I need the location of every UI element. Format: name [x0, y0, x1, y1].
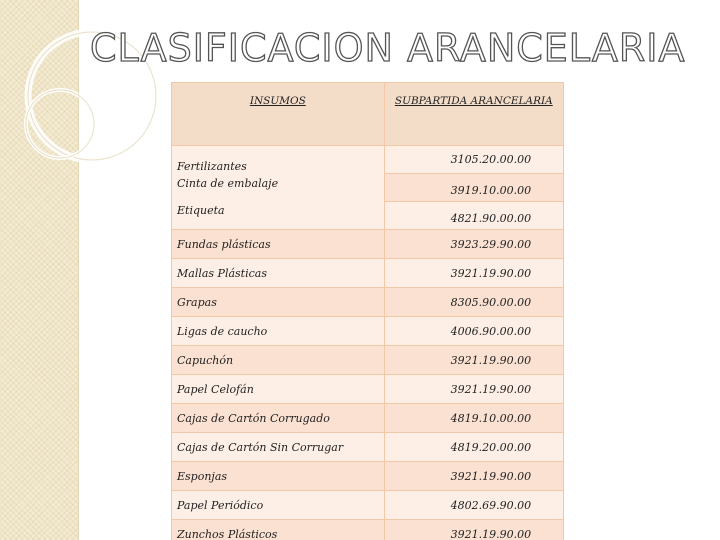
- table-row: [172, 462, 564, 491]
- insumo-cell: Esponjas: [172, 462, 385, 491]
- table-row: [172, 288, 564, 317]
- decorative-side-strip: [0, 0, 79, 540]
- insumo-cell: Cajas de Cartón Sin Corrugar: [172, 433, 385, 462]
- insumo-fertilizantes: Fertilizantes: [177, 160, 247, 173]
- merged-insumos-cell: [172, 146, 385, 230]
- insumo-cell: Fundas plásticas: [172, 230, 385, 259]
- table-row: [172, 317, 564, 346]
- codigo-cell: 4821.90.00.00: [384, 202, 563, 230]
- page-title: CLASIFICACION ARANCELARIA: [90, 26, 686, 70]
- tariff-classification-table: [171, 82, 564, 540]
- codigo-cell: 3105.20.00.00: [384, 146, 563, 174]
- insumo-cell: Capuchón: [172, 346, 385, 375]
- insumo-cell: Ligas de caucho: [172, 317, 385, 346]
- codigo-cell: 4819.20.00.00: [384, 433, 563, 462]
- table-row: [172, 375, 564, 404]
- insumo-cinta-embalaje: Cinta de embalaje: [177, 177, 279, 190]
- insumo-etiqueta: Etiqueta: [177, 204, 225, 217]
- codigo-cell: 3921.19.90.00: [384, 375, 563, 404]
- codigo-cell: 4802.69.90.00: [384, 491, 563, 520]
- table-body: [172, 83, 564, 540]
- insumo-cell: Grapas: [172, 288, 385, 317]
- codigo-cell: 3921.19.90.00: [384, 259, 563, 288]
- table-row: [172, 346, 564, 375]
- insumo-cell: Zunchos Plásticos: [172, 520, 385, 540]
- insumo-cell: Papel Periódico: [172, 491, 385, 520]
- insumo-cell: Papel Celofán: [172, 375, 385, 404]
- codigo-cell: 8305.90.00.00: [384, 288, 563, 317]
- codigo-cell: 4006.90.00.00: [384, 317, 563, 346]
- codigo-cell: 4819.10.00.00: [384, 404, 563, 433]
- codigo-cell: 3921.19.90.00: [384, 346, 563, 375]
- table-row: [172, 404, 564, 433]
- header-insumos: INSUMOS: [172, 83, 385, 146]
- table-row: [172, 491, 564, 520]
- table-row: [172, 230, 564, 259]
- codigo-cell: 3921.19.90.00: [384, 520, 563, 540]
- codigo-cell: 3921.19.90.00: [384, 462, 563, 491]
- codigo-cell: 3919.10.00.00: [384, 174, 563, 202]
- insumo-cell: Mallas Plásticas: [172, 259, 385, 288]
- table-row: [172, 259, 564, 288]
- table-row: [172, 520, 564, 540]
- header-subpartida: SUBPARTIDA ARANCELARIA: [384, 83, 563, 146]
- codigo-cell: 3923.29.90.00: [384, 230, 563, 259]
- insumo-cell: Cajas de Cartón Corrugado: [172, 404, 385, 433]
- table-header-row: [172, 83, 564, 146]
- table-row: [172, 433, 564, 462]
- tariff-table-container: [171, 82, 564, 540]
- table-row: [172, 146, 564, 174]
